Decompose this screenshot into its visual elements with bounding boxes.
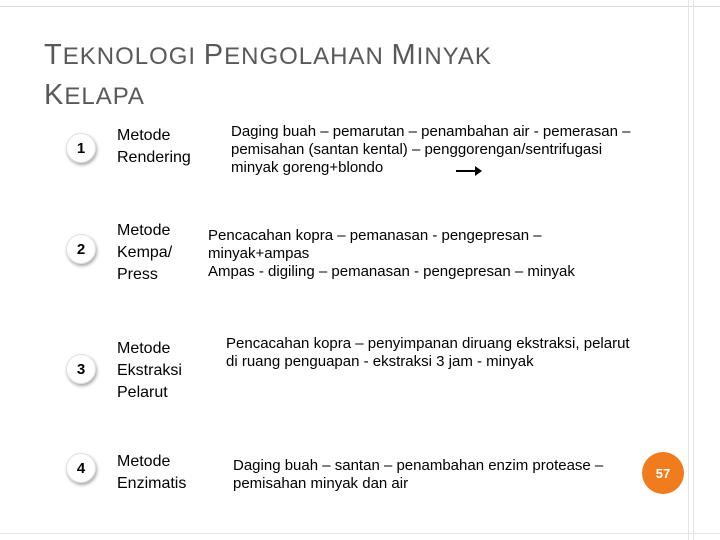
- method-name: Metode Ekstraksi Pelarut: [117, 340, 182, 401]
- method-name: Metode Rendering: [117, 127, 191, 166]
- frame-top-line: [0, 6, 720, 7]
- method-number-badge: 1: [66, 133, 96, 163]
- frame-bottom-line: [0, 533, 720, 534]
- method-description: Pencacahan kopra – penyimpanan diruang ekstraksi, pelarut di ruang penguapan - ekstraksi 3 jam - minyak: [226, 335, 630, 370]
- method-description: Daging buah – santan – penambahan enzim protease – pemisahan minyak dan air: [233, 457, 604, 492]
- method-number-badge: 4: [66, 453, 96, 483]
- title-line-2: KELAPA: [44, 79, 145, 111]
- method-number-badge: 2: [66, 234, 96, 264]
- page-number-badge: 57: [642, 452, 684, 494]
- method-name: Metode Enzimatis: [117, 453, 187, 492]
- arrow-right-icon: [456, 170, 480, 172]
- title-line-1: TEKNOLOGI PENGOLAHAN MINYAK: [44, 39, 492, 71]
- slide-title: [44, 36, 644, 116]
- method-description: Pencacahan kopra – pemanasan - pengepresan – minyak+ampas Ampas - digiling – pemanasan - pengepresan – minyak: [208, 227, 575, 280]
- method-name: Metode Kempa/ Press: [117, 222, 173, 283]
- method-number-badge: 3: [66, 354, 96, 384]
- frame-right-line: [688, 0, 694, 540]
- method-description: Daging buah – pemarutan – penambahan air - pemerasan – pemisahan (santan kental) – penggorengan/sentrifugasi minyak goreng+blondo: [231, 123, 631, 176]
